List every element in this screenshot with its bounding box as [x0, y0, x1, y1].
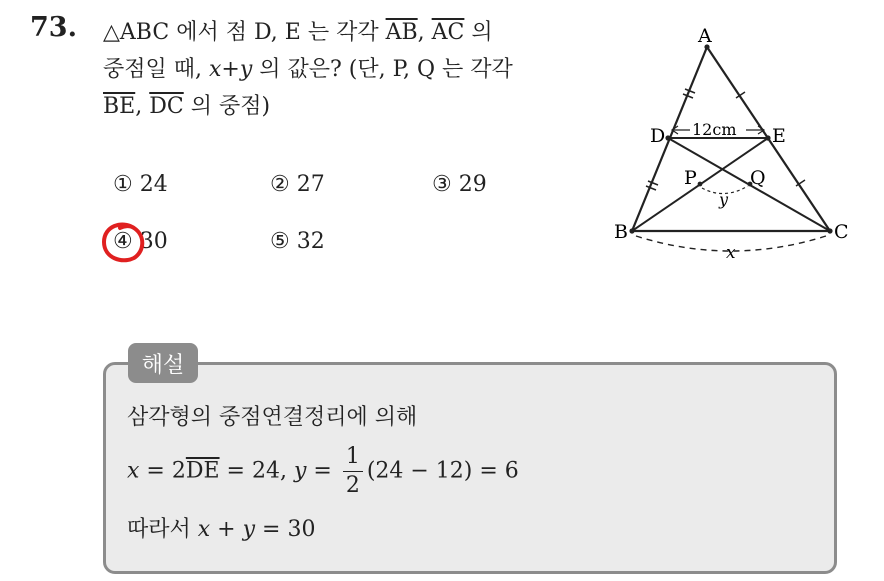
solution-eq-d: (24 − 12) = 6	[366, 458, 519, 484]
segment-be: $\overline{BE}$	[103, 94, 136, 119]
choice-1[interactable]: ① 24	[113, 172, 168, 197]
question-line2-a: 중점일 때,	[103, 57, 209, 82]
solution-line3-result: = 30	[255, 517, 316, 542]
solution-tag: 해설	[128, 343, 198, 383]
label-p: P	[684, 167, 697, 189]
question-math-xy: x+y	[209, 57, 253, 82]
solution-line3-y: y	[242, 517, 256, 542]
question-line-2	[103, 51, 603, 88]
solution-eq-c: =	[306, 458, 339, 484]
solution-segment-de: $\overline{DE}$	[185, 458, 220, 484]
solution-eq-b: = 24,	[219, 458, 294, 484]
question-line1-c: 의	[464, 20, 493, 45]
solution-fraction	[343, 446, 363, 497]
choice-4[interactable]: ④ 30	[113, 229, 168, 254]
segment-ac: $\overline{AC}$	[431, 20, 465, 45]
solution-line3-a: 따라서	[127, 517, 198, 542]
triangle-figure	[600, 14, 870, 274]
label-e: E	[772, 125, 786, 147]
solution-line-3	[127, 512, 315, 543]
label-d: D	[650, 125, 666, 147]
solution-line3-plus: +	[210, 517, 243, 542]
label-bc-x: x	[726, 243, 736, 263]
label-pq-y: y	[719, 190, 729, 209]
label-de-length: 12cm	[692, 120, 737, 139]
question-line1-a: △ABC 에서 점 D, E 는 각각	[103, 20, 386, 45]
choice-3[interactable]: ③ 29	[432, 172, 487, 197]
question-line3-a: ,	[135, 94, 150, 119]
solution-line-1: 삼각형의 중점연결정리에 의해	[127, 405, 418, 430]
segment-ab: $\overline{AB}$	[385, 20, 418, 45]
solution-var-y: y	[293, 458, 307, 484]
label-a: A	[698, 25, 712, 47]
solution-line3-x: x	[197, 517, 211, 542]
question-line1-b: ,	[417, 20, 432, 45]
label-b: B	[614, 221, 628, 243]
label-c: C	[834, 221, 849, 243]
fraction-denominator: 2	[345, 473, 360, 498]
solution-line-2	[127, 446, 519, 497]
answer-circle-mark-icon	[100, 220, 150, 266]
segment-dc: $\overline{DC}$	[149, 94, 184, 119]
solution-eq-a: = 2	[139, 458, 186, 484]
question-text	[103, 14, 603, 125]
question-line-3	[103, 88, 603, 125]
question-line3-b: 의 중점)	[183, 94, 271, 119]
question-line-1	[103, 14, 603, 51]
fraction-numerator: 1	[343, 446, 363, 472]
choice-5[interactable]: ⑤ 32	[270, 229, 325, 254]
question-number: 73.	[30, 12, 77, 43]
choice-2[interactable]: ② 27	[270, 172, 325, 197]
label-q: Q	[750, 167, 766, 189]
solution-var-x: x	[127, 458, 140, 484]
question-line2-b: 의 값은? (단, P, Q 는 각각	[252, 57, 513, 82]
